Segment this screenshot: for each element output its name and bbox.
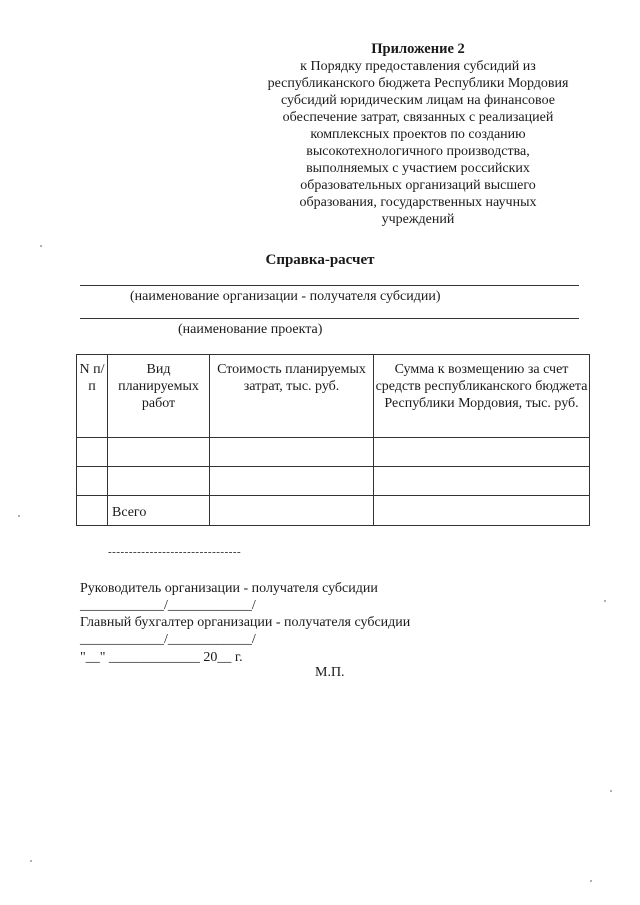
appendix-line: субсидий юридическим лицам на финансовое bbox=[281, 93, 555, 108]
project-name-caption: (наименование проекта) bbox=[178, 322, 323, 337]
appendix-line: выполняемых с участием российских bbox=[306, 161, 530, 176]
table-total-row bbox=[77, 496, 590, 526]
scan-speck bbox=[30, 860, 32, 862]
scan-speck bbox=[18, 515, 20, 517]
appendix-line: к Порядку предоставления субсидий из bbox=[300, 59, 536, 74]
table-header-row bbox=[77, 355, 590, 438]
stamp-placeholder: М.П. bbox=[315, 665, 345, 680]
table-cell bbox=[374, 438, 590, 467]
column-header-work-type: Вид планируемых работ bbox=[108, 355, 210, 438]
appendix-line: образования, государственных научных bbox=[299, 195, 537, 210]
total-label: Всего bbox=[108, 496, 210, 526]
org-name-line bbox=[80, 285, 579, 286]
appendix-line: учреждений bbox=[381, 212, 455, 227]
table-cell bbox=[77, 496, 108, 526]
accountant-signature-line: ____________/____________/ bbox=[80, 632, 256, 647]
org-name-caption: (наименование организации - получателя субсидии) bbox=[130, 289, 441, 304]
appendix-line: обеспечение затрат, связанных с реализацией bbox=[282, 110, 554, 125]
separator-line: -------------------------------- bbox=[108, 546, 242, 558]
scan-speck bbox=[610, 790, 612, 792]
appendix-header bbox=[248, 41, 588, 228]
table-row bbox=[77, 438, 590, 467]
appendix-line: образовательных организаций высшего bbox=[300, 178, 536, 193]
accountant-signature-label: Главный бухгалтер организации - получателя субсидии bbox=[80, 615, 411, 630]
table-cell bbox=[210, 467, 374, 496]
appendix-line: высокотехнологичного производства, bbox=[306, 144, 530, 159]
table-cell bbox=[108, 467, 210, 496]
table-cell bbox=[210, 438, 374, 467]
column-header-reimbursement: Сумма к возмещению за счет средств республиканского бюджета Республики Мордовия, тыс. руб. bbox=[374, 355, 590, 438]
head-signature-label: Руководитель организации - получателя субсидии bbox=[80, 581, 378, 596]
appendix-line: комплексных проектов по созданию bbox=[310, 127, 526, 142]
table-cell bbox=[374, 496, 590, 526]
date-line: "__" _____________ 20__ г. bbox=[80, 650, 243, 665]
table-cell bbox=[77, 438, 108, 467]
head-signature-line: ____________/____________/ bbox=[80, 598, 256, 613]
scan-speck bbox=[604, 600, 606, 602]
table-cell bbox=[210, 496, 374, 526]
scan-speck bbox=[590, 880, 592, 882]
table-row bbox=[77, 467, 590, 496]
project-name-line bbox=[80, 318, 579, 319]
table-cell bbox=[374, 467, 590, 496]
document-title: Справка-расчет bbox=[265, 252, 375, 268]
column-header-number: N п/п bbox=[77, 355, 108, 438]
appendix-title: Приложение 2 bbox=[371, 41, 465, 57]
scan-speck bbox=[40, 245, 42, 247]
table-cell bbox=[108, 438, 210, 467]
appendix-line: республиканского бюджета Республики Мордовия bbox=[267, 76, 569, 91]
calculation-table bbox=[76, 354, 590, 526]
table-cell bbox=[77, 467, 108, 496]
column-header-cost: Стоимость планируемых затрат, тыс. руб. bbox=[210, 355, 374, 438]
